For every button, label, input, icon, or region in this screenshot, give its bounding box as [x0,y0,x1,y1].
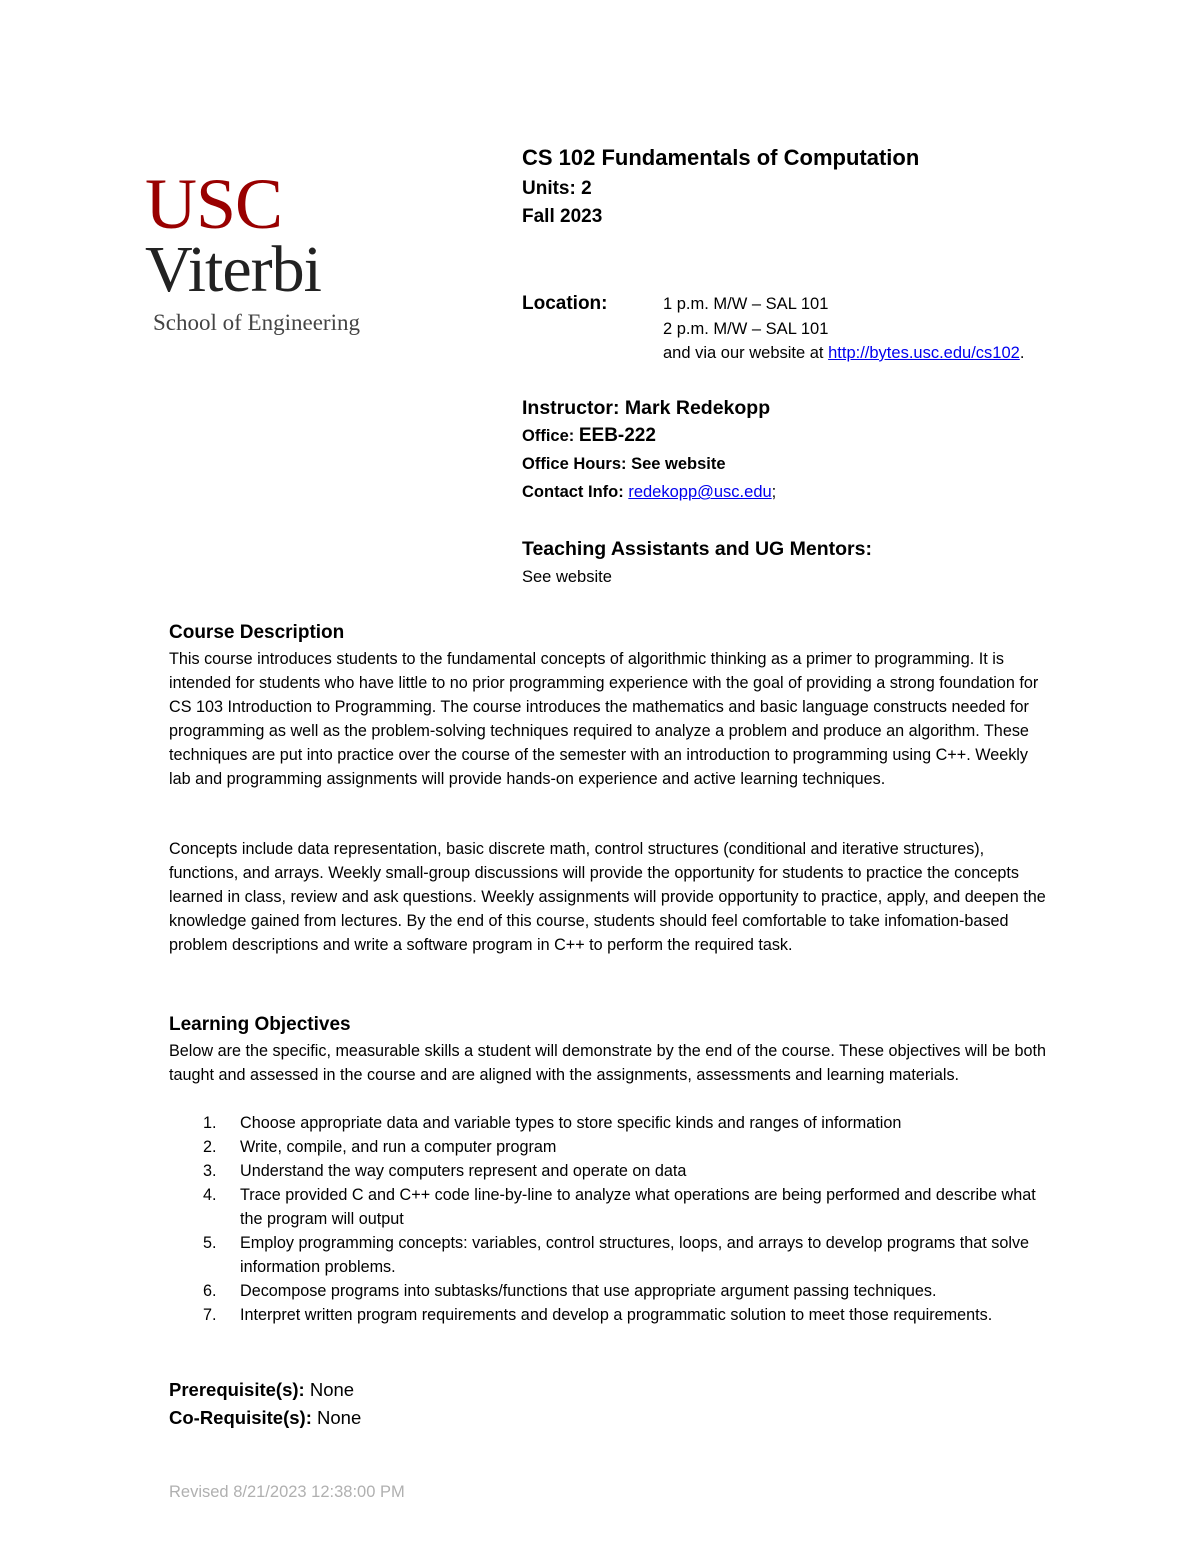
learning-objectives-heading: Learning Objectives [169,1014,351,1035]
location-line-3 [663,341,1024,365]
location-label: Location: [522,293,608,314]
location-line-1: 1 p.m. M/W – SAL 101 [663,295,829,313]
course-title: CS 102 Fundamentals of Computation [522,145,920,170]
instructor-heading: Instructor: Mark Redekopp [522,397,771,419]
office-value: EEB-222 [578,425,656,446]
prerequisites-value: None [304,1379,355,1400]
course-term: Fall 2023 [522,206,603,227]
contact-suffix: ; [771,483,777,501]
corequisites-line [169,1404,361,1432]
objective-item: 4. Trace provided C and C++ code line-by-line to analyze what operations are being performed and describe what the program will output [203,1186,1036,1228]
objective-item: 3. Understand the way computers represent and operate on data [203,1162,687,1180]
location-line-2: 2 p.m. M/W – SAL 101 [663,320,829,338]
course-website-link[interactable]: http://bytes.usc.edu/cs102 [828,344,1020,362]
objective-item: 5. Employ programming concepts: variables, control structures, loops, and arrays to develop programs that solve information problems. [203,1234,1030,1276]
office-label: Office: [522,427,579,445]
course-units: Units: 2 [522,178,592,199]
corequisites-value: None [311,1407,362,1428]
prerequisites-line [169,1376,354,1404]
school-of-engineering-logo-text: School of Engineering [153,310,360,335]
objective-item: 7. Interpret written program requirements and develop a programmatic solution to meet those requirements. [203,1306,993,1324]
objective-item: 6. Decompose programs into subtasks/functions that use appropriate argument passing techniques. [203,1282,937,1300]
prerequisites-label: Prerequisite(s): [169,1379,305,1400]
revised-date: Revised 8/21/2023 12:38:00 PM [169,1483,405,1501]
ta-body: See website [522,568,612,586]
location-website-prefix: and via our website at [663,344,829,362]
location-website-suffix: . [1019,344,1025,362]
corequisites-label: Co-Requisite(s): [169,1407,312,1428]
office-hours: Office Hours: See website [522,455,726,473]
contact-label: Contact Info: [522,483,629,501]
ta-heading: Teaching Assistants and UG Mentors: [522,538,872,560]
course-description-paragraph-2: Concepts include data representation, basic discrete math, control structures (conditional and iterative structures), functions, and arrays. Weekly small-group discussions will provide the opportunity for students to practice the concepts learned in class, review and ask questions. Weekly assignments will provide opportunity to practice, apply, and deepen the knowledge gained from lectures. By the end of this course, students should feel comfortable to take infomation-based problem descriptions and write a software program in C++ to perform the required task. [169,840,1046,954]
instructor-email-link[interactable]: redekopp@usc.edu [628,483,772,501]
usc-logo-text: USC [145,164,283,244]
office-line [522,424,656,448]
contact-line [522,480,776,504]
objective-item: 1. Choose appropriate data and variable types to store specific kinds and ranges of information [203,1114,902,1132]
objective-item: 2. Write, compile, and run a computer program [203,1138,557,1156]
learning-objectives-intro: Below are the specific, measurable skills a student will demonstrate by the end of the course. These objectives will be both taught and assessed in the course and are aligned with the assignments, assessments and learning materials. [169,1042,1046,1084]
course-description-paragraph-1: This course introduces students to the fundamental concepts of algorithmic thinking as a primer to programming. It is intended for students who have little to no prior programming experience with the goal of providing a strong foundation for CS 103 Introduction to Programming. The course introduces the mathematics and basic language constructs needed for programming as well as the problem-solving techniques required to analyze a problem and produce an algorithm. These techniques are put into practice over the course of the semester with an introduction to programming using C++. Weekly lab and programming assignments will provide hands-on experience and active learning techniques. [169,650,1039,788]
learning-objectives-list [203,1111,1053,1327]
course-description-heading: Course Description [169,622,345,643]
viterbi-logo-text: Viterbi [145,233,321,306]
